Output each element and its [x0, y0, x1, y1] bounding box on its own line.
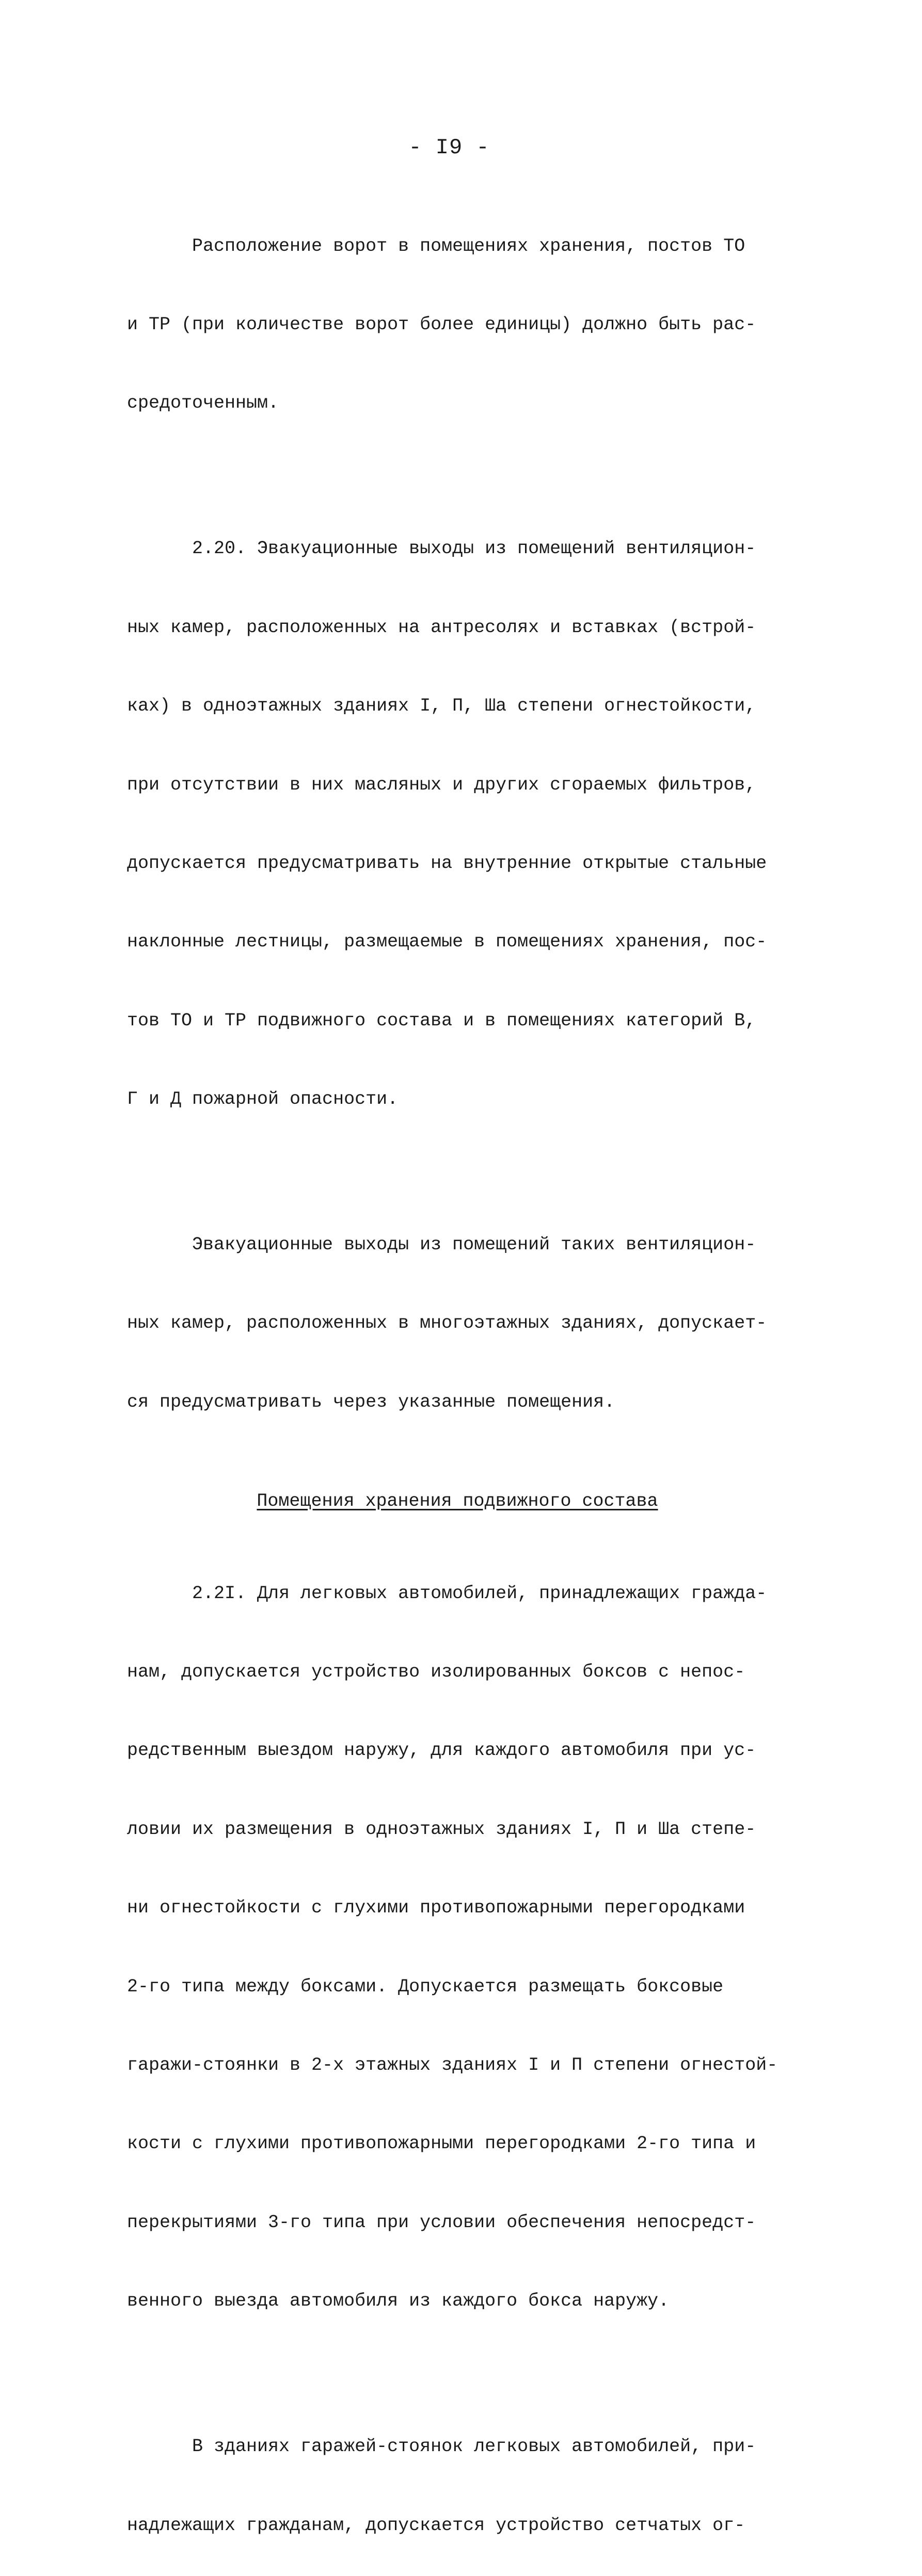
paragraph-gate-location — [127, 181, 767, 469]
page-number: - I9 - — [408, 135, 490, 160]
paragraph-evacuation-exits — [127, 1179, 767, 1468]
document-body — [127, 181, 778, 2576]
text-line: допускается предусматривать на внутренние открытые стальные — [127, 852, 767, 874]
text-line: ных камер, расположенных в многоэтажных зданиях, допускает- — [127, 1313, 767, 1334]
text-line: Г и Д пожарной опасности. — [127, 1089, 399, 1110]
section-heading: Помещения хранения подвижного состава — [257, 1491, 658, 1512]
text-line: ся предусматривать через указанные помещения. — [127, 1391, 615, 1412]
text-line: средоточенным. — [127, 393, 279, 414]
text-line: ных камер, расположенных на антресолях и вставках (встрой- — [127, 617, 756, 638]
paragraph-2-21 — [127, 1528, 778, 2367]
text-line: 2.2I. Для легковых автомобилей, принадлежащих гражда- — [127, 1583, 767, 1604]
text-line: ках) в одноэтажных зданиях I, П, Шa степени огнестойкости, — [127, 696, 756, 717]
text-line: надлежащих гражданам, допускается устройство сетчатых ог- — [127, 2515, 745, 2536]
text-line: нам, допускается устройство изолированных боксов с непос- — [127, 1662, 745, 1683]
text-line: тов ТО и ТР подвижного состава и в помещениях категорий В, — [127, 1010, 756, 1031]
text-line: Расположение ворот в помещениях хранения, постов ТО — [127, 235, 745, 256]
text-line: 2.20. Эвакуационные выходы из помещений вентиляцион- — [127, 538, 756, 559]
text-line: ни огнестойкости с глухими противопожарными перегородками — [127, 1897, 745, 1919]
text-line: при отсутствии в них масляных и других сгораемых фильтров, — [127, 774, 756, 795]
text-line: Эвакуационные выходы из помещений таких вентиляцион- — [127, 1234, 756, 1255]
text-line: В зданиях гаражей-стоянок легковых автомобилей, при- — [127, 2436, 756, 2457]
text-line: редственным выездом наружу, для каждого автомобиля при ус- — [127, 1740, 756, 1761]
text-line: перекрытиями 3-го типа при условии обеспечения непосредст- — [127, 2212, 756, 2233]
paragraph-2-20 — [127, 484, 767, 1165]
text-line: гаражи-стоянки в 2-х этажных зданиях I и П степени огнестой- — [127, 2054, 778, 2075]
paragraph-garage-fencing — [127, 2381, 767, 2576]
text-line: наклонные лестницы, размещаемые в помещениях хранения, пос- — [127, 931, 767, 953]
text-line: венного выезда автомобиля из каждого бокса наружу. — [127, 2291, 670, 2312]
text-line: кости с глухими противопожарными перегородками 2-го типа и — [127, 2133, 756, 2154]
text-line: 2-го типа между боксами. Допускается размещать боксовые — [127, 1976, 724, 1997]
text-line: ловии их размещения в одноэтажных зданиях I, П и Шa степе- — [127, 1818, 756, 1840]
text-line: и ТР (при количестве ворот более единицы) должно быть рас- — [127, 314, 756, 335]
